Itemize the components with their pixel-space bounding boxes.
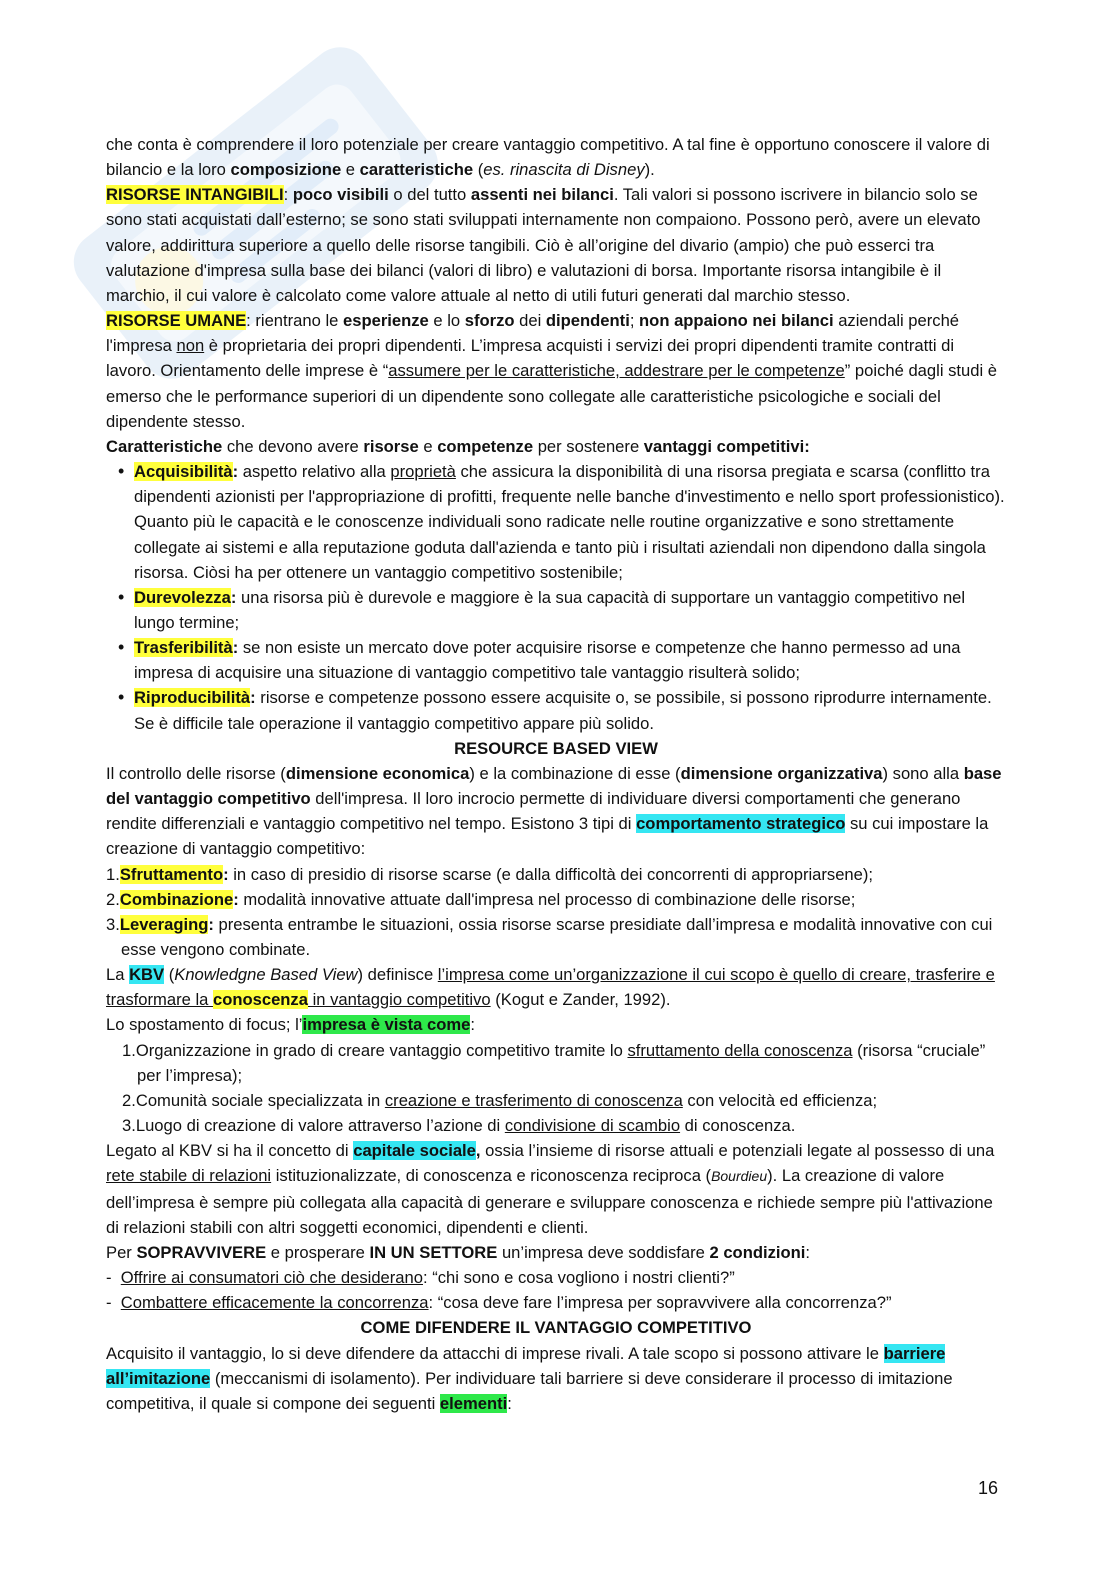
- bold-term: assenti nei bilanci: [470, 185, 614, 205]
- paragraph-risorse-umane: [106, 308, 1006, 434]
- dash-marker: -: [106, 1268, 112, 1288]
- text: :: [250, 688, 256, 708]
- text: ) definisce: [357, 965, 438, 985]
- text: :: [805, 1242, 810, 1262]
- bold-term: dipendenti: [545, 311, 630, 331]
- text: ) e la combinazione di esse (: [469, 763, 681, 783]
- list-item: [134, 459, 1006, 585]
- bold-term: sforzo: [464, 311, 515, 331]
- text: Organizzazione in grado di creare vantaggio competitivo tramite lo: [135, 1040, 628, 1060]
- page-number: 16: [978, 1478, 999, 1498]
- bold-term: poco visibili: [292, 185, 389, 205]
- text: modalità innovative attuate dall'impresa nel processo di combinazione delle risorse;: [238, 889, 856, 909]
- numbered-list-impresa: [106, 1038, 1006, 1139]
- list-item: [134, 635, 1006, 685]
- highlighted-heading: RISORSE UMANE: [106, 311, 247, 331]
- list-item: [134, 685, 1006, 735]
- highlighted-term: Acquisibilità: [134, 462, 233, 482]
- highlighted-term: comportamento strategico: [636, 814, 846, 834]
- text: Per: [106, 1242, 137, 1262]
- text: :: [507, 1393, 512, 1413]
- bold-term: Caratteristiche: [106, 436, 223, 456]
- text: ” poiché dagli studi è emerso che le performance superiori di un dipendente sono collegate alle caratteristiche psicologiche e sociali del dipendente stesso.: [106, 361, 998, 431]
- bullet-list-caratteristiche: [106, 459, 1006, 736]
- text: (: [164, 965, 175, 985]
- text: Il controllo delle risorse (: [106, 763, 286, 783]
- text: (: [473, 160, 484, 180]
- bold-term: composizione: [230, 160, 342, 180]
- text: ossia l’insieme di risorse attuali e potenziali legate al possesso di una: [480, 1141, 995, 1161]
- list-item: [134, 585, 1006, 635]
- paragraph-caratteristiche: [106, 434, 1006, 459]
- list-number: 3.: [106, 914, 120, 934]
- italic-term: Knowledgne Based View: [174, 965, 358, 985]
- paragraph-difesa: [106, 1341, 1006, 1416]
- section-heading: RESOURCE BASED VIEW: [454, 738, 658, 758]
- text: se non esiste un mercato dove poter acquisire risorse e competenze che hanno permesso ad una impresa di acquisire una situazione di vantaggio competitivo tale vantaggio risulterà solido;: [134, 638, 961, 683]
- text: dell'impresa. Il loro incrocio permette di individuare diversi comportamenti che generano rendite differenziali e vantaggio competitivo nel tempo. Esistono 3 tipi di: [106, 789, 961, 834]
- paragraph-kbv: [106, 962, 1006, 1012]
- bold-term: base del vantaggio competitivo: [106, 763, 1002, 809]
- dash-item: [106, 1290, 1006, 1315]
- text: (risorsa “cruciale” per l’impresa);: [137, 1040, 986, 1085]
- underlined-text: creazione e trasferimento di conoscenza: [384, 1090, 683, 1110]
- bold-term: IN UN SETTORE: [369, 1242, 498, 1262]
- section-heading: COME DIFENDERE IL VANTAGGIO COMPETITIVO: [360, 1318, 752, 1338]
- text: e prosperare: [266, 1242, 370, 1262]
- numbered-list-comportamento: [106, 862, 1006, 963]
- text: aziendali perché l'impresa: [106, 311, 960, 356]
- bold-term: dimensione economica: [285, 763, 470, 783]
- text: ).: [644, 160, 655, 180]
- underlined-text: Combattere efficacemente la concorrenza: [120, 1293, 429, 1313]
- text: : “cosa deve fare l’impresa per sopravvivere alla concorrenza?”: [428, 1293, 892, 1313]
- text: :: [470, 1015, 475, 1035]
- paragraph-rbv: [106, 761, 1006, 862]
- text: :: [230, 587, 237, 607]
- text: dei: [514, 311, 546, 331]
- text: :: [232, 638, 239, 658]
- highlighted-term: KBV: [129, 965, 165, 985]
- bold-term: SOPRAVVIVERE: [136, 1242, 267, 1262]
- list-number: 2.: [122, 1090, 136, 1110]
- highlighted-term: Durevolezza: [134, 587, 231, 607]
- paragraph-sopravvivere: [106, 1240, 1006, 1265]
- text: che assicura la disponibilità di una risorsa pregiata e scarsa (conflitto tra dipendenti azionisti per l'appropriazione di profitti, frequente nelle banche d'investimento e nello sport professionistico). Quanto più le capacità e le conoscenze individuali sono radicate nelle routine organizzative e sono strettamente collegate ai sistemi e alla reputazione goduta dall'azienda e tanto più i risultati aziendali non dipendono dalla singola risorsa. Ciòsi ha per ottenere un vantaggio competitivo sostenibile;: [134, 462, 1005, 582]
- highlighted-term: Sfruttamento: [119, 864, 224, 884]
- paragraph-focus: [106, 1012, 1006, 1037]
- text: :: [233, 889, 239, 909]
- text: Luogo di creazione di valore attraverso l’azione di: [135, 1116, 505, 1136]
- highlighted-term: Leveraging: [119, 914, 209, 934]
- text: Comunità sociale specializzata in: [135, 1090, 385, 1110]
- list-number: 1.: [122, 1040, 136, 1060]
- text: che conta è comprendere il loro potenziale per creare vantaggio competitivo. A tal fine è opportuno conoscere il valore di bilancio e la loro: [106, 135, 990, 180]
- underlined-text: rete stabile di relazioni: [106, 1166, 272, 1186]
- text: in caso di presidio di risorse scarse (e dalla difficoltà dei concorrenti di appropriarsene);: [228, 864, 874, 884]
- highlighted-term: Trasferibilità: [134, 638, 233, 658]
- underlined-text: sfruttamento della conoscenza: [627, 1040, 853, 1060]
- underlined-text: proprietà: [390, 462, 456, 482]
- list-number: 1.: [106, 864, 120, 884]
- bold-term: vantaggi competitivi:: [643, 436, 810, 456]
- italic-citation: Bourdieu: [711, 1168, 768, 1185]
- text: su cui impostare la creazione di vantaggio competitivo:: [106, 814, 989, 859]
- text: ). La creazione di valore dell’impresa è sempre più collegata alla capacità di generare e sviluppare conoscenza e richiede sempre più l'attivazione di relazioni stabili con altri soggetti economici, dipendenti e clienti.: [106, 1166, 993, 1237]
- underlined-text: l’impresa come un’organizzazione il cui scopo è quello di creare, trasferire e trasformare la: [106, 965, 995, 1010]
- text: :: [283, 185, 293, 205]
- text: ) sono alla: [882, 763, 964, 783]
- list-item: [106, 887, 1006, 912]
- highlighted-term: Combinazione: [119, 889, 234, 909]
- bold-term: esperienze: [343, 311, 429, 331]
- list-number: 2.: [106, 889, 120, 909]
- bold-term: 2 condizioni: [709, 1242, 806, 1262]
- highlighted-term: elementi: [439, 1393, 508, 1413]
- list-item: [106, 862, 1006, 887]
- highlighted-term: barriere all’imitazione: [106, 1343, 946, 1388]
- list-item: [122, 1113, 1006, 1138]
- text: che devono avere: [222, 436, 364, 456]
- text: e: [341, 160, 360, 180]
- highlighted-heading: RISORSE INTANGIBILI: [106, 185, 284, 205]
- text: o del tutto: [388, 185, 471, 205]
- text: istituzionalizzate, di conoscenza e riconoscenza reciproca (: [271, 1166, 712, 1186]
- text: Acquisito il vantaggio, lo si deve difendere da attacchi di imprese rivali. A tale scopo si possono attivare le: [106, 1343, 884, 1363]
- text: è proprietaria dei propri dipendenti. L’impresa acquisti i servizi dei propri dipendenti tramite contratti di lavoro. Orientamento delle imprese è “: [106, 336, 955, 381]
- italic-example: es. rinascita di Disney: [483, 160, 645, 180]
- highlighted-term: capitale sociale: [353, 1141, 476, 1161]
- text: aspetto relativo alla: [238, 462, 391, 482]
- text: :: [223, 864, 229, 884]
- text: ,: [475, 1141, 481, 1161]
- underlined-text: in vantaggio competitivo: [307, 990, 491, 1010]
- text: : “chi sono e cosa vogliono i nostri clienti?”: [423, 1268, 735, 1288]
- text: : rientrano le: [246, 311, 343, 331]
- text: risorse e competenze possono essere acquisite o, se possibile, si possono riprodurre internamente. Se è difficile tale operazione il vantaggio competitivo appare più solido.: [134, 688, 992, 733]
- paragraph-risorse-intangibili: [106, 182, 1006, 308]
- text: . Tali valori si possono iscrivere in bilancio solo se sono stati acquistati dall’esterno; se sono stati sviluppati internamente non compaiono. Possono però, avere un elevato valore, addirittura superiore a quello delle risorse tangibili. Ciò è all’origine del divario (ampio) che può esserci tra valutazione d'impresa sulla base dei bilanci (valori di libro) e valutazioni di borsa. Importante risorsa intangibile è il marchio, il cui valore è calcolato come valore attuale al netto di utili futuri generati dal marchio stesso.: [106, 185, 981, 305]
- text: e lo: [428, 311, 465, 331]
- page-content: [106, 132, 1006, 1416]
- bold-term: non appaiono nei bilanci: [639, 311, 834, 331]
- text: presenta entrambe le situazioni, ossia risorse scarse presidiate dall’impresa e modalità innovative con cui esse vengono combinate.: [121, 914, 993, 959]
- highlighted-term: Riproducibilità: [134, 688, 251, 708]
- text: ;: [629, 311, 640, 331]
- text: (Kogut e Zander, 1992).: [490, 990, 671, 1010]
- text: di conoscenza.: [680, 1116, 796, 1136]
- bold-term: competenze: [437, 436, 534, 456]
- text: :: [232, 462, 239, 482]
- bold-term: dimensione organizzativa: [680, 763, 883, 783]
- dash-marker: -: [106, 1293, 112, 1313]
- paragraph-capitale-sociale: [106, 1138, 1006, 1240]
- text: con velocità ed efficienza;: [682, 1090, 878, 1110]
- underlined-text: assumere per le caratteristiche, addestrare per le competenze: [388, 361, 845, 381]
- list-item: [122, 1038, 1006, 1088]
- text: La: [106, 965, 130, 985]
- text: (meccanismi di isolamento). Per individuare tali barriere si deve considerare il processo di imitazione competitiva, il quale si compone dei seguenti: [106, 1368, 953, 1413]
- underlined-text: condivisione di scambio: [504, 1116, 681, 1136]
- text: Legato al KBV si ha il concetto di: [106, 1141, 354, 1161]
- text: una risorsa più è durevole e maggiore è la sua capacità di supportare un vantaggio competitivo nel lungo termine;: [134, 587, 966, 632]
- text: :: [208, 914, 214, 934]
- highlighted-term: conoscenza: [212, 990, 308, 1010]
- dash-item: [106, 1265, 1006, 1290]
- underlined-text: Offrire ai consumatori ciò che desiderano: [120, 1268, 423, 1288]
- list-item: [122, 1088, 1006, 1113]
- underlined-text: non: [176, 336, 205, 356]
- text: per sostenere: [533, 436, 644, 456]
- list-item: [106, 912, 1006, 962]
- highlighted-term: impresa è vista come: [302, 1015, 471, 1035]
- bold-term: risorse: [363, 436, 419, 456]
- list-number: 3.: [122, 1116, 136, 1136]
- paragraph-intro: [106, 132, 1006, 182]
- text: un’impresa deve soddisfare: [497, 1242, 710, 1262]
- bold-term: caratteristiche: [359, 160, 474, 180]
- text: Lo spostamento di focus; l’: [106, 1015, 303, 1035]
- text: e: [418, 436, 438, 456]
